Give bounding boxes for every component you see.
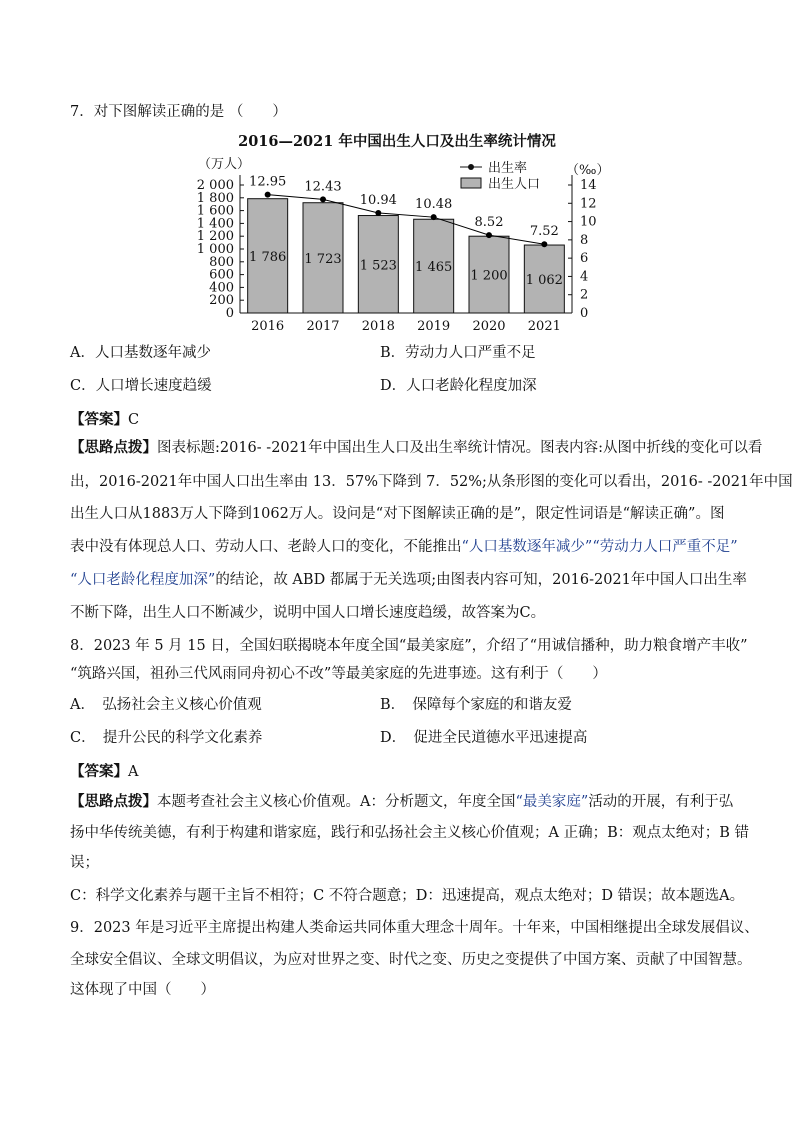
left-tick-label: 1 400 (196, 216, 234, 232)
q9-stem-line: 这体现了中国（ ） (70, 982, 215, 998)
legend-label: 出生人口 (488, 177, 541, 192)
bar-label: 1 062 (525, 273, 563, 289)
legend-label: 出生率 (488, 161, 528, 176)
q7-stem: 7．对下图解读正确的是 （ ） (70, 104, 287, 120)
q9-stem-line: 全球安全倡议、全球文明倡议，为应对世界之变、时代之变、历史之变提供了中国方案、贡献了中国智慧。 (70, 952, 752, 968)
birth-rate-label: 10.94 (359, 192, 397, 208)
birth-rate-point (541, 241, 547, 247)
right-tick-label: 6 (580, 251, 589, 267)
q7-analysis-line: 出生人口从1883万人下降到1062万人。设问是“对下图解读正确的是”，限定性词语是“解读正确”。图 (70, 506, 725, 522)
left-tick-label: 0 (225, 306, 234, 321)
q7-option-b: B．劳动力人口严重不足 (380, 345, 536, 361)
left-tick-label: 1 000 (196, 242, 234, 257)
q8-stem-line: 8．2023 年 5 月 15 日，全国妇联揭晓本年度全国“最美家庭”，介绍了“用诚信播种，助力粮食增产丰收” (70, 638, 748, 654)
x-tick-label: 2017 (306, 319, 340, 334)
q8-option-b: B． 保障每个家庭的和谐友爱 (380, 697, 572, 713)
birth-rate-label: 7.52 (529, 224, 559, 240)
left-tick-label: 2 000 (196, 178, 234, 193)
analysis-tag: 【思路点拨】 (70, 793, 157, 810)
birth-chart (0, 130, 794, 340)
q7-option-d: D．人口老龄化程度加深 (380, 378, 537, 394)
q7-answer (70, 410, 730, 430)
q8-stem-line: “筑路兴国，祖孙三代风雨同舟初心不改”等最美家庭的先进事迹。这有利于（ ） (70, 666, 607, 682)
answer-tag: 【答案】 (70, 763, 128, 780)
right-tick-label: 12 (580, 196, 597, 212)
q8-analysis-line (70, 792, 734, 812)
bar-label: 1 723 (304, 251, 342, 267)
left-axis-unit: （万人） (198, 157, 251, 172)
birth-rate-point (375, 210, 381, 216)
birth-rate-label: 10.48 (415, 197, 453, 213)
q7-analysis-line (70, 570, 747, 590)
legend-line-dot (468, 164, 474, 170)
q8-answer (70, 762, 730, 782)
q7-option-a: A．人口基数逐年减少 (70, 345, 211, 361)
left-tick-label: 1 200 (196, 229, 234, 245)
right-tick-label: 2 (580, 287, 589, 303)
q7-analysis-line (70, 537, 738, 557)
chart-title: 2016—2021 年中国出生人口及出生率统计情况 (238, 133, 556, 150)
answer-value: A (128, 764, 139, 780)
left-tick-label: 400 (209, 280, 234, 296)
bar-label: 1 200 (470, 268, 508, 284)
analysis-text: 本题考查社会主义核心价值观。A：分析题文，年度全国 (157, 794, 516, 810)
analysis-text: 表中没有体现总人口、劳动人口、老龄人口的变化，不能推出 (70, 539, 462, 555)
q7-analysis-line: 不断下降，出生人口不断减少，说明中国人口增长速度趋缓，故答案为C。 (70, 605, 546, 621)
x-tick-label: 2020 (472, 319, 506, 334)
q8-option-d: D． 促进全民道德水平迅速提高 (380, 730, 588, 746)
q7-option-c: C．人口增长速度趋缓 (70, 378, 212, 394)
right-tick-label: 4 (580, 269, 589, 285)
analysis-tag: 【思路点拨】 (70, 439, 157, 456)
left-tick-label: 600 (209, 267, 234, 283)
left-tick-label: 1 800 (196, 190, 234, 206)
bar-label: 1 523 (359, 258, 397, 274)
q8-analysis-line: 误； (70, 855, 99, 871)
birth-rate-label: 8.52 (474, 215, 504, 231)
q7-analysis-line (70, 438, 763, 458)
legend-bar-marker (461, 178, 481, 188)
x-tick-label: 2019 (417, 319, 451, 334)
left-tick-label: 1 600 (196, 203, 234, 219)
birth-rate-point (486, 232, 492, 238)
analysis-text: 图表标题:2016- -2021年中国出生人口及出生率统计情况。图表内容:从图中折线的变化可以看 (157, 440, 763, 456)
q8-analysis-line: C：科学文化素养与题干主旨不相符；C 不符合题意；D：迅速提高，观点太绝对；D 错误；故本题选A。 (70, 888, 745, 904)
analysis-text: 活动的开展，有利于弘 (588, 794, 734, 810)
analysis-quote: “最美家庭” (515, 794, 589, 810)
bar-label: 1 786 (249, 249, 287, 265)
q8-option-a: A． 弘扬社会主义核心价值观 (70, 697, 262, 713)
x-tick-label: 2018 (361, 319, 395, 334)
analysis-quote: “人口老龄化程度加深” (70, 572, 216, 588)
answer-tag: 【答案】 (70, 411, 128, 428)
birth-rate-label: 12.43 (304, 179, 342, 195)
analysis-quote: “人口基数逐年减少”“劳动力人口严重不足” (461, 539, 738, 555)
birth-rate-point (431, 214, 437, 220)
bar-label: 1 465 (415, 260, 453, 276)
answer-value: C (128, 412, 140, 428)
birth-rate-point (320, 196, 326, 202)
birth-rate-label: 12.95 (249, 174, 287, 190)
x-tick-label: 2021 (527, 319, 561, 334)
right-tick-label: 14 (580, 178, 597, 193)
right-axis-unit: （‰） (566, 163, 610, 178)
q9-stem-line: 9．2023 年是习近平主席提出构建人类命运共同体重大理念十周年。十年来，中国相继提出全球发展倡议、 (70, 920, 759, 936)
q8-option-c: C． 提升公民的科学文化素养 (70, 730, 263, 746)
analysis-text: 的结论，故 ABD 都属于无关选项;由图表内容可知，2016-2021年中国人口出生率 (215, 572, 747, 588)
q8-analysis-line: 扬中华传统美德，有利于构建和谐家庭，践行和弘扬社会主义核心价值观；A 正确；B：观点太绝对；B 错 (70, 825, 749, 841)
right-tick-label: 0 (580, 306, 589, 321)
left-tick-label: 800 (209, 254, 234, 270)
q7-analysis-line: 出，2016-2021年中国人口出生率由 13．57%下降到 7．52%;从条形图的变化可以看出，2016- -2021年中国 (70, 474, 793, 490)
right-tick-label: 8 (580, 232, 589, 248)
x-tick-label: 2016 (251, 319, 285, 334)
left-tick-label: 200 (209, 293, 234, 309)
right-tick-label: 10 (580, 214, 597, 230)
birth-rate-point (265, 192, 271, 198)
